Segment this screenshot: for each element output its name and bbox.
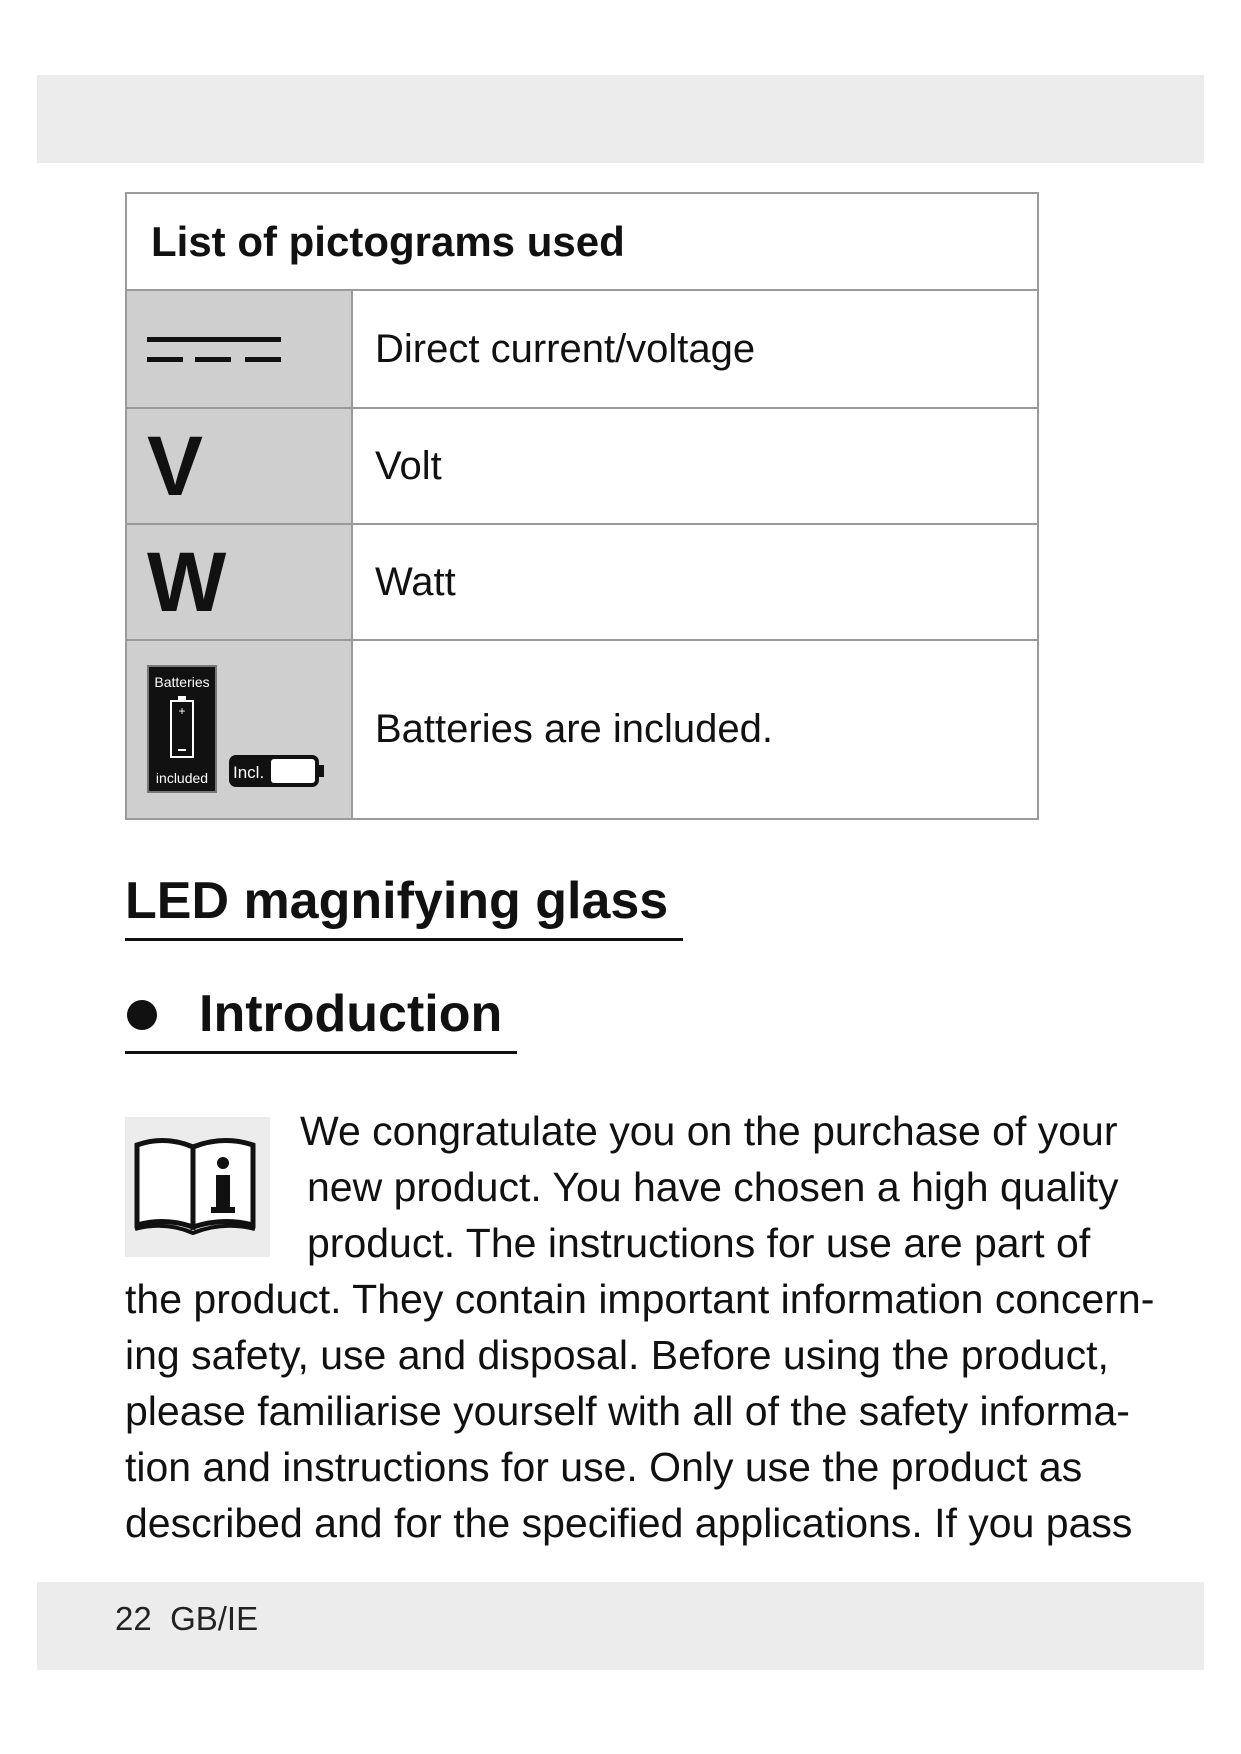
- page-footer: [115, 1600, 258, 1638]
- intro-paragraph-line: please familiarise yourself with all of the safety informa-: [125, 1388, 1130, 1434]
- pictogram-row-batteries: [127, 641, 1037, 818]
- pictogram-table: [125, 192, 1039, 820]
- subsection-heading: [125, 985, 517, 1054]
- info-book-icon: [125, 1117, 270, 1257]
- direct-current-icon: [127, 291, 353, 407]
- header-band: [37, 75, 1204, 163]
- pictogram-description: Direct current/voltage: [375, 326, 756, 371]
- page-number: 22: [115, 1600, 152, 1637]
- language-code: GB/IE: [170, 1600, 259, 1637]
- volt-symbol: V: [147, 419, 204, 513]
- intro-paragraph-line: tion and instructions for use. Only use the product as: [125, 1444, 1083, 1490]
- incl-badge: Incl.: [233, 762, 265, 782]
- intro-paragraph-line: described and for the specified applications. If you pass: [125, 1500, 1133, 1546]
- watt-icon: [127, 525, 353, 639]
- intro-paragraph-line: product. The instructions for use are part of: [307, 1220, 1091, 1266]
- pictogram-description: Batteries are included.: [375, 707, 774, 751]
- bullet-icon: [127, 1000, 157, 1030]
- intro-paragraph-line: ing safety, use and disposal. Before using the product,: [125, 1332, 1109, 1378]
- intro-paragraph-line: new product. You have chosen a high quality: [307, 1164, 1119, 1210]
- intro-paragraph-line: the product. They contain important information concern-: [125, 1276, 1155, 1322]
- intro-paragraph-line: We congratulate you on the purchase of your: [300, 1108, 1118, 1154]
- pictogram-table-title: List of pictograms used: [127, 194, 1037, 291]
- batteries-included-icon: [127, 641, 353, 818]
- batteries-badge-bottom: included: [155, 769, 209, 786]
- batteries-badge-top: Batteries: [154, 673, 210, 690]
- pictogram-description: Watt: [375, 559, 456, 604]
- subsection-title: Introduction: [199, 985, 503, 1043]
- pictogram-row-direct-current: [127, 291, 1037, 409]
- volt-icon: [127, 409, 353, 523]
- pictogram-row-watt: [127, 525, 1037, 641]
- watt-symbol: W: [147, 535, 227, 629]
- pictogram-row-volt: [127, 409, 1037, 525]
- svg-text:+: +: [178, 703, 186, 718]
- pictogram-description: Volt: [375, 443, 442, 488]
- section-title: LED magnifying glass: [125, 872, 683, 941]
